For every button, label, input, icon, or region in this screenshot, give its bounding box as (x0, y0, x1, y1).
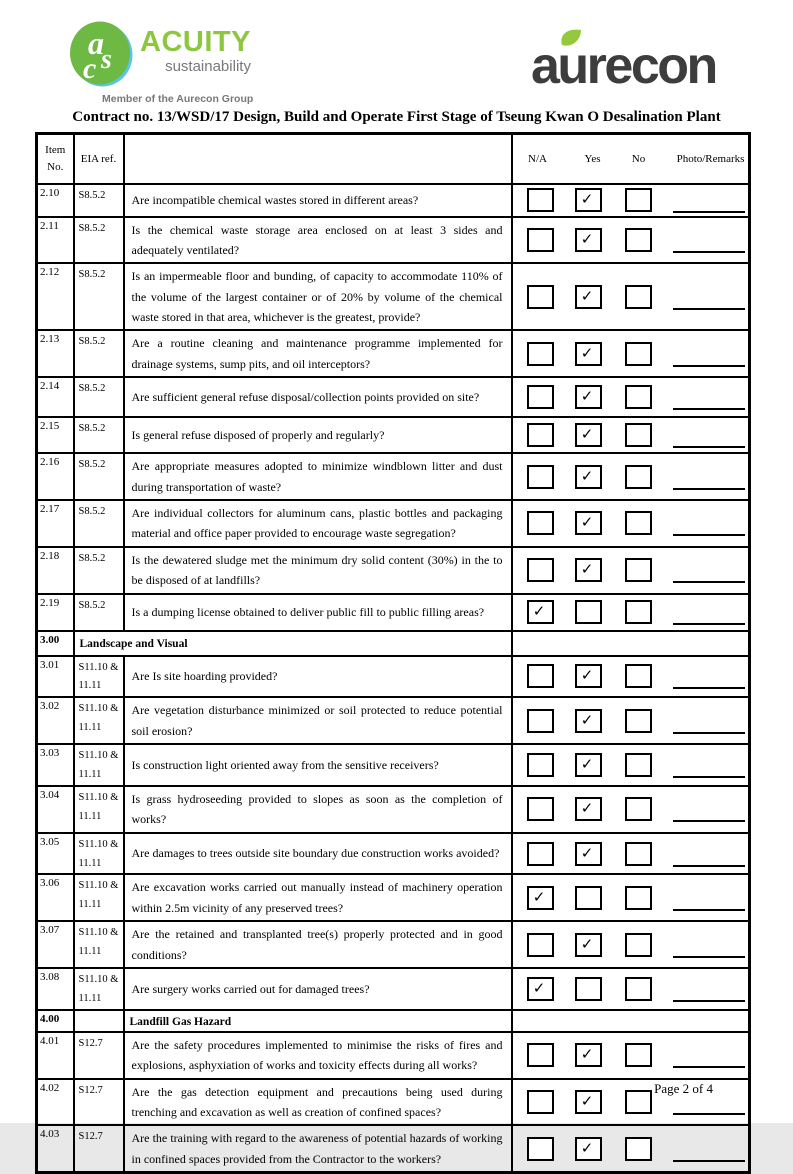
question-text: Are Is site hoarding provided? (124, 656, 512, 698)
photo-remarks-line[interactable] (673, 623, 745, 625)
checkbox-yes[interactable] (575, 886, 602, 910)
photo-remarks-line[interactable] (673, 408, 745, 410)
checkbox-yes[interactable] (575, 1090, 602, 1114)
answer-cell (512, 744, 750, 786)
check-mark: ✓ (580, 843, 594, 862)
checkbox-yes[interactable] (575, 465, 602, 489)
checkbox-yes[interactable] (575, 1043, 602, 1067)
table-row (37, 217, 750, 264)
table-row (37, 1032, 750, 1079)
eia-ref: S8.5.2 (74, 217, 124, 264)
checkbox-na[interactable] (527, 423, 554, 447)
item-no: 2.18 (37, 547, 74, 594)
eia-ref: S8.5.2 (74, 547, 124, 594)
checkbox-no[interactable] (625, 385, 652, 409)
checkbox-no[interactable] (625, 1137, 652, 1161)
check-mark: ✓ (580, 1138, 594, 1157)
answer-cell (512, 377, 750, 417)
header-no: No (631, 152, 646, 165)
checkbox-yes[interactable] (575, 423, 602, 447)
question-text: Are individual collectors for aluminum cans, plastic bottles and packaging material and office paper provided to encourage waste segregation? (124, 500, 512, 547)
checkbox-no[interactable] (625, 511, 652, 535)
photo-remarks-line[interactable] (673, 446, 745, 448)
table-row (37, 184, 750, 217)
question-text: Is the chemical waste storage area enclosed on at least 3 sides and adequately ventilated? (124, 217, 512, 264)
question-text: Are incompatible chemical wastes stored in different areas? (124, 184, 512, 217)
table-header-row (37, 134, 750, 184)
checkbox-no[interactable] (625, 753, 652, 777)
check-mark: ✓ (580, 1092, 594, 1110)
checkbox-na[interactable] (527, 664, 554, 688)
item-no: 2.11 (37, 217, 74, 264)
checkbox-na[interactable] (527, 709, 554, 733)
check-mark: ✓ (580, 934, 594, 953)
checkbox-no[interactable] (625, 886, 652, 910)
item-no: 3.06 (37, 874, 74, 921)
checkbox-yes[interactable] (575, 797, 602, 821)
answer-cell (512, 453, 750, 500)
item-no: 2.10 (37, 184, 74, 217)
check-mark: ✓ (580, 755, 594, 774)
item-no: 3.05 (37, 833, 74, 875)
acuity-circle-icon (68, 20, 134, 88)
checkbox-na[interactable] (527, 797, 554, 821)
header-na: N/A (528, 152, 547, 165)
table-row (37, 697, 750, 744)
item-no: 3.07 (37, 921, 74, 968)
answer-cell (512, 263, 750, 330)
photo-remarks-line[interactable] (673, 956, 745, 958)
answer-cell (512, 547, 750, 594)
item-no: 4.01 (37, 1032, 74, 1079)
photo-remarks-line[interactable] (673, 488, 745, 490)
item-no: 2.13 (37, 330, 74, 377)
check-mark: ✓ (580, 560, 594, 579)
question-text: Are damages to trees outside site boundary due construction works avoided? (124, 833, 512, 875)
svg-text:c: c (83, 52, 97, 85)
table-row (37, 453, 750, 500)
table-row (37, 921, 750, 968)
header-eia-ref: EIA ref. (74, 134, 124, 184)
eia-ref: S8.5.2 (74, 330, 124, 377)
answer-cell (512, 217, 750, 264)
question-text: Are surgery works carried out for damaged trees? (124, 968, 512, 1010)
eia-ref: S8.5.2 (74, 263, 124, 330)
table-row (37, 786, 750, 833)
question-text: Are the safety procedures implemented to minimise the risks of fires and explosions, asphyxiation of works and toxicity effects during all works? (124, 1032, 512, 1079)
page-title: Contract no. 13/WSD/17 Design, Build and Operate First Stage of Tseung Kwan O Desalination Plant (72, 109, 721, 125)
check-mark: ✓ (532, 602, 546, 621)
answer-cell (512, 1010, 750, 1032)
eia-ref: S8.5.2 (74, 184, 124, 217)
eia-ref: S12.7 (74, 1125, 124, 1172)
item-no: 3.04 (37, 786, 74, 833)
table-row (37, 744, 750, 786)
item-no: 2.19 (37, 594, 74, 631)
checkbox-na[interactable] (527, 228, 554, 252)
checkbox-yes[interactable] (575, 511, 602, 535)
checkbox-no[interactable] (625, 600, 652, 624)
item-no: 3.03 (37, 744, 74, 786)
answer-cell (512, 330, 750, 377)
eia-ref: S11.10 & 11.11 (74, 874, 124, 921)
section-title: Landfill Gas Hazard (124, 1010, 512, 1032)
answer-cell (512, 697, 750, 744)
item-no: 3.00 (37, 631, 74, 656)
acuity-sub-label: sustainability (165, 58, 251, 75)
answer-cell (512, 968, 750, 1010)
header-answers (512, 134, 750, 184)
checkbox-no[interactable] (625, 1090, 652, 1114)
check-mark: ✓ (580, 513, 594, 532)
photo-remarks-line[interactable] (673, 534, 745, 536)
checkbox-no[interactable] (625, 465, 652, 489)
item-no: 4.02 (37, 1079, 74, 1126)
table-row (37, 833, 750, 875)
checkbox-no[interactable] (625, 797, 652, 821)
check-mark: ✓ (580, 229, 594, 248)
checkbox-no[interactable] (625, 228, 652, 252)
eia-ref: S12.7 (74, 1079, 124, 1126)
acuity-logo (68, 20, 253, 105)
checkbox-na[interactable] (527, 842, 554, 866)
item-no: 4.03 (37, 1125, 74, 1172)
page-number: Page 2 of 4 (654, 1081, 713, 1096)
check-mark: ✓ (580, 286, 594, 305)
question-text: Is grass hydroseeding provided to slopes as soon as the completion of works? (124, 786, 512, 833)
item-no: 4.00 (37, 1010, 74, 1032)
photo-remarks-line[interactable] (673, 865, 745, 867)
eia-ref: S8.5.2 (74, 453, 124, 500)
question-text: Is general refuse disposed of properly and regularly? (124, 417, 512, 453)
check-mark: ✓ (580, 425, 594, 444)
check-mark: ✓ (580, 1045, 594, 1064)
answer-cell (512, 417, 750, 453)
checkbox-yes[interactable] (575, 842, 602, 866)
checkbox-na[interactable] (527, 465, 554, 489)
answer-cell (512, 833, 750, 875)
check-mark: ✓ (532, 887, 546, 906)
check-mark: ✓ (580, 710, 594, 729)
check-mark: ✓ (580, 343, 594, 362)
section-row (37, 631, 750, 656)
table-row (37, 547, 750, 594)
answer-cell (512, 500, 750, 547)
answer-cell (512, 921, 750, 968)
answer-cell (512, 1079, 750, 1126)
checkbox-yes[interactable] (575, 342, 602, 366)
photo-remarks-line[interactable] (673, 1066, 745, 1068)
checkbox-na[interactable] (527, 1043, 554, 1067)
eia-ref: S8.5.2 (74, 594, 124, 631)
checkbox-na[interactable] (527, 385, 554, 409)
checkbox-no[interactable] (625, 423, 652, 447)
check-mark: ✓ (532, 978, 546, 997)
checkbox-yes[interactable] (575, 933, 602, 957)
checkbox-yes[interactable] (575, 709, 602, 733)
photo-remarks-line[interactable] (673, 1160, 745, 1162)
eia-ref: S11.10 & 11.11 (74, 833, 124, 875)
photo-remarks-line[interactable] (673, 1113, 745, 1115)
header-yes: Yes (584, 152, 601, 165)
acuity-wordmark: ACUITY (140, 26, 251, 58)
question-text: Are the training with regard to the awareness of potential hazards of working in confined spaces provided from the Contractor to the workers? (124, 1125, 512, 1172)
checkbox-na[interactable] (527, 933, 554, 957)
checkbox-na[interactable] (527, 886, 554, 910)
photo-remarks-line[interactable] (673, 308, 745, 310)
eia-ref: S8.5.2 (74, 417, 124, 453)
checkbox-yes[interactable] (575, 977, 602, 1001)
svg-text:a: a (88, 25, 104, 61)
question-text: Is the dewatered sludge met the minimum dry solid content (30%) in the to be disposed of at landfills? (124, 547, 512, 594)
header-question-column (124, 134, 512, 184)
item-no: 2.17 (37, 500, 74, 547)
aurecon-wordmark: aurecon (531, 37, 716, 95)
photo-remarks-line[interactable] (673, 687, 745, 689)
checkbox-na[interactable] (527, 600, 554, 624)
table-row (37, 330, 750, 377)
question-text: Are sufficient general refuse disposal/collection points provided on site? (124, 377, 512, 417)
table-row (37, 1125, 750, 1172)
table-row (37, 263, 750, 330)
acuity-member-label: Member of the Aurecon Group (102, 93, 254, 105)
answer-cell (512, 631, 750, 656)
photo-remarks-line[interactable] (673, 211, 745, 213)
checkbox-yes[interactable] (575, 188, 602, 212)
header-item-no: Item No. (37, 134, 74, 184)
eia-ref: S11.10 & 11.11 (74, 921, 124, 968)
photo-remarks-line[interactable] (673, 365, 745, 367)
question-text: Are excavation works carried out manually instead of machinery operation within 2.5m vicinity of any preserved trees? (124, 874, 512, 921)
table-row (37, 1079, 750, 1126)
checkbox-na[interactable] (527, 285, 554, 309)
checkbox-no[interactable] (625, 1043, 652, 1067)
checkbox-na[interactable] (527, 753, 554, 777)
checkbox-na[interactable] (527, 977, 554, 1001)
question-text: Are appropriate measures adopted to minimize windblown litter and dust during transportation of waste? (124, 453, 512, 500)
table-row (37, 377, 750, 417)
section-row (37, 1010, 750, 1032)
table-row (37, 500, 750, 547)
checkbox-no[interactable] (625, 285, 652, 309)
answer-cell (512, 594, 750, 631)
answer-cell (512, 1032, 750, 1079)
photo-remarks-line[interactable] (673, 732, 745, 734)
item-no: 3.01 (37, 656, 74, 698)
eia-ref: S8.5.2 (74, 377, 124, 417)
check-mark: ✓ (580, 190, 594, 208)
answer-cell (512, 786, 750, 833)
item-no: 2.16 (37, 453, 74, 500)
photo-remarks-line[interactable] (673, 1000, 745, 1002)
eia-ref: S11.10 & 11.11 (74, 786, 124, 833)
checkbox-yes[interactable] (575, 228, 602, 252)
eia-ref: S12.7 (74, 1032, 124, 1079)
checkbox-yes[interactable] (575, 558, 602, 582)
checkbox-yes[interactable] (575, 664, 602, 688)
question-text: Is a dumping license obtained to deliver public fill to public filling areas? (124, 594, 512, 631)
checkbox-no[interactable] (625, 709, 652, 733)
svg-text:s: s (101, 44, 112, 75)
question-text: Are the gas detection equipment and precautions being used during trenching and excavation as well as creation of confined spaces? (124, 1079, 512, 1126)
checkbox-na[interactable] (527, 1090, 554, 1114)
check-mark: ✓ (580, 466, 594, 485)
question-text: Is construction light oriented away from the sensitive receivers? (124, 744, 512, 786)
item-no: 2.15 (37, 417, 74, 453)
eia-ref: S8.5.2 (74, 500, 124, 547)
answer-cell (512, 1125, 750, 1172)
checkbox-no[interactable] (625, 188, 652, 212)
table-row (37, 656, 750, 698)
photo-remarks-line[interactable] (673, 820, 745, 822)
eia-ref: S11.10 & 11.11 (74, 656, 124, 698)
checkbox-yes[interactable] (575, 753, 602, 777)
checkbox-no[interactable] (625, 342, 652, 366)
header-photo-remarks: Photo/Remarks (676, 152, 745, 165)
checkbox-yes[interactable] (575, 600, 602, 624)
aurecon-logo (531, 28, 746, 98)
table-row (37, 874, 750, 921)
checkbox-na[interactable] (527, 342, 554, 366)
eia-ref (74, 1010, 124, 1032)
checkbox-na[interactable] (527, 558, 554, 582)
item-no: 3.08 (37, 968, 74, 1010)
photo-remarks-line[interactable] (673, 251, 745, 253)
item-no: 2.14 (37, 377, 74, 417)
item-no: 3.02 (37, 697, 74, 744)
checkbox-no[interactable] (625, 933, 652, 957)
question-text: Are the retained and transplanted tree(s) properly protected and in good conditions? (124, 921, 512, 968)
table-row (37, 594, 750, 631)
checkbox-yes[interactable] (575, 1137, 602, 1161)
checkbox-no[interactable] (625, 558, 652, 582)
check-mark: ✓ (580, 387, 594, 406)
photo-remarks-line[interactable] (673, 909, 745, 911)
check-mark: ✓ (580, 666, 594, 685)
checkbox-no[interactable] (625, 977, 652, 1001)
section-title: Landscape and Visual (74, 631, 512, 656)
question-text: Are vegetation disturbance minimized or soil protected to reduce potential soil erosion? (124, 697, 512, 744)
checkbox-yes[interactable] (575, 385, 602, 409)
checkbox-na[interactable] (527, 188, 554, 212)
checkbox-na[interactable] (527, 1137, 554, 1161)
checkbox-na[interactable] (527, 511, 554, 535)
item-no: 2.12 (37, 263, 74, 330)
checkbox-no[interactable] (625, 842, 652, 866)
checkbox-no[interactable] (625, 664, 652, 688)
table-row (37, 968, 750, 1010)
checklist-table (35, 132, 751, 1174)
table-row (37, 417, 750, 453)
eia-ref: S11.10 & 11.11 (74, 744, 124, 786)
question-text: Are a routine cleaning and maintenance programme implemented for drainage systems, sump pits, and oil interceptors? (124, 330, 512, 377)
answer-cell (512, 184, 750, 217)
eia-ref: S11.10 & 11.11 (74, 968, 124, 1010)
answer-cell (512, 874, 750, 921)
checklist-body (37, 134, 750, 1173)
photo-remarks-line[interactable] (673, 776, 745, 778)
question-text: Is an impermeable floor and bunding, of capacity to accommodate 110% of the volume of the largest container or of 20% by volume of the chemical waste stored in that area, whichever is the greatest, provide? (124, 263, 512, 330)
check-mark: ✓ (580, 799, 594, 818)
answer-cell (512, 656, 750, 698)
eia-ref: S11.10 & 11.11 (74, 697, 124, 744)
checkbox-yes[interactable] (575, 285, 602, 309)
photo-remarks-line[interactable] (673, 581, 745, 583)
